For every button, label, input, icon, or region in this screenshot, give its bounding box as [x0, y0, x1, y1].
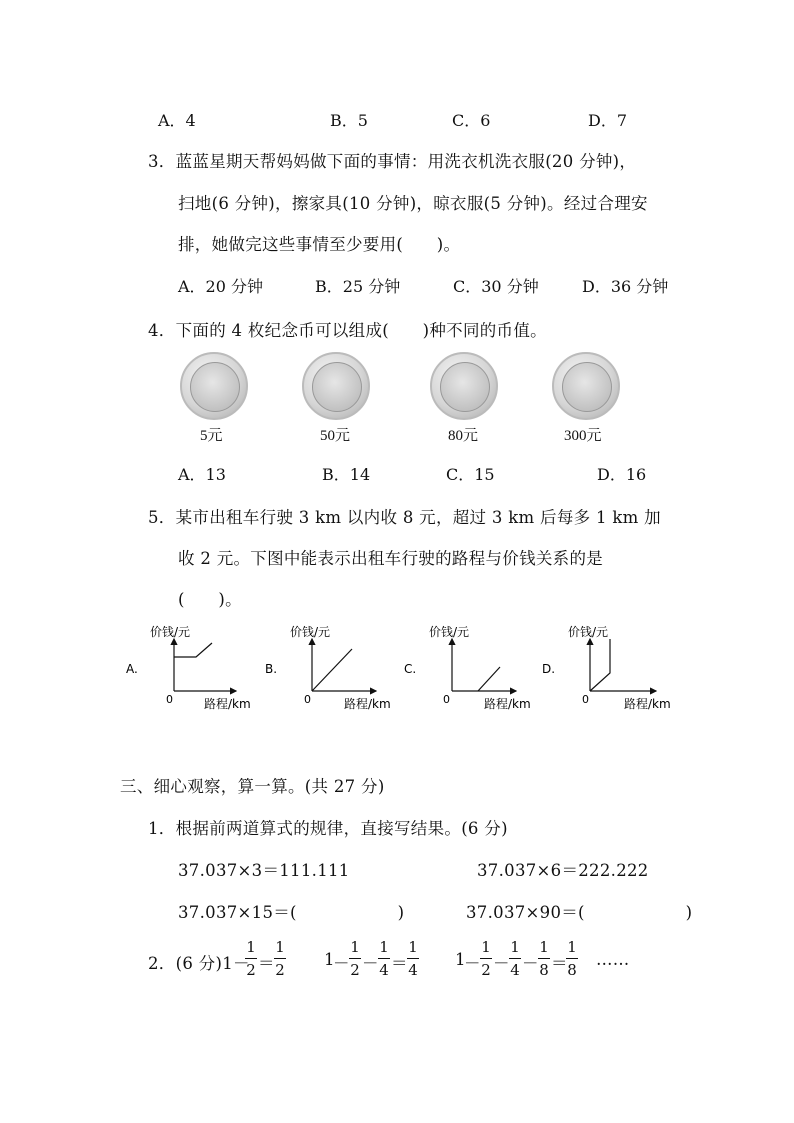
s3-q2-c-one: 1 — [455, 950, 466, 969]
s3-q2-b-one: 1 — [324, 950, 335, 969]
graph-c-letter: C. — [404, 662, 417, 676]
graph-b-letter: B. — [265, 662, 278, 676]
q2-option-c[interactable]: C．6 — [452, 111, 491, 130]
s3-q1-eq2: 37.037×6＝222.222 — [477, 861, 649, 880]
s3-q2-eq-sign-1: ＝ — [258, 954, 275, 973]
graph-c-line — [478, 667, 500, 691]
s3-q2-frac-8: 1 8 — [539, 938, 549, 979]
q3-stem-line3: 排，她做完这些事情至少要用( )。 — [178, 235, 461, 254]
q4-stem: 4．下面的 4 枚纪念币可以组成( )种不同的币值。 — [148, 321, 547, 340]
q3-option-c[interactable]: C．30 分钟 — [453, 277, 539, 296]
q2-option-a[interactable]: A．4 — [158, 111, 196, 130]
q2-option-d[interactable]: D．7 — [588, 111, 628, 130]
graph-b-ylabel: 价钱/元 — [290, 625, 331, 639]
graph-d-line — [590, 639, 610, 691]
q4-option-b[interactable]: B．14 — [322, 465, 371, 484]
graph-b[interactable] — [265, 624, 391, 711]
q5-stem-line1: 5．某市出租车行驶 3 km 以内收 8 元，超过 3 km 后每多 1 km 加 — [148, 508, 661, 527]
graph-c-origin: 0 — [443, 693, 450, 706]
coin-label-50: 50元 — [320, 428, 351, 444]
coin-80-yuan-icon — [430, 352, 498, 420]
coin-label-5: 5元 — [200, 428, 223, 444]
q3-stem-line1: 3．蓝蓝星期天帮妈妈做下面的事情：用洗衣机洗衣服(20 分钟)， — [148, 152, 637, 171]
graph-c-xlabel: 路程/km — [484, 697, 531, 711]
q4-option-c[interactable]: C．15 — [446, 465, 495, 484]
s3-q1-eq4[interactable]: 37.037×90＝( ) — [466, 903, 693, 922]
section3-title: 三、细心观察，算一算。(共 27 分) — [120, 777, 385, 796]
s3-q2-frac-9: 1 8 — [567, 938, 577, 979]
s3-q2-prefix: 2．(6 分)1－ — [148, 954, 250, 973]
s3-q2-frac-5: 1 4 — [408, 938, 418, 979]
q2-option-b[interactable]: B．5 — [330, 111, 368, 130]
graph-d-origin: 0 — [582, 693, 589, 706]
graph-c-ylabel: 价钱/元 — [429, 625, 470, 639]
s3-q2-frac-3: 1 2 — [350, 938, 360, 979]
q4-option-a[interactable]: A．13 — [178, 465, 226, 484]
q5-stem-line3: ( )。 — [178, 590, 242, 609]
s3-q2-frac-6: 1 2 — [481, 938, 491, 979]
q4-option-d[interactable]: D．16 — [597, 465, 647, 484]
graph-d-xlabel: 路程/km — [624, 697, 671, 711]
s3-q2-b-minus-2: － — [362, 954, 379, 973]
graph-b-xlabel: 路程/km — [344, 697, 391, 711]
coin-label-80: 80元 — [448, 428, 479, 444]
s3-q1-stem: 1．根据前两道算式的规律，直接写结果。(6 分) — [148, 819, 508, 838]
graph-d[interactable] — [542, 624, 671, 711]
s3-q2-frac-4: 1 4 — [379, 938, 389, 979]
q3-option-d[interactable]: D．36 分钟 — [582, 277, 669, 296]
coin-label-300: 300元 — [564, 428, 602, 444]
q3-option-b[interactable]: B．25 分钟 — [315, 277, 401, 296]
q5-stem-line2: 收 2 元。下图中能表示出租车行驶的路程与价钱关系的是 — [178, 549, 604, 568]
graph-d-ylabel: 价钱/元 — [568, 625, 609, 639]
s3-q2-eq-sign-2: ＝ — [391, 954, 408, 973]
s3-q2-b-minus-1: － — [333, 954, 350, 973]
graph-a-ylabel: 价钱/元 — [150, 625, 191, 639]
s3-q1-eq3[interactable]: 37.037×15＝( ) — [178, 903, 405, 922]
s3-q2-frac-7: 1 4 — [510, 938, 520, 979]
s3-q2-frac-2: 1 2 — [275, 938, 285, 979]
graph-a[interactable] — [126, 624, 251, 711]
graph-c[interactable] — [404, 624, 531, 711]
s3-q2-c-minus-3: － — [522, 954, 539, 973]
s3-q2-frac-1: 1 2 — [246, 938, 256, 979]
q5-graphs — [0, 615, 794, 725]
s3-q2-ellipsis: …… — [596, 950, 630, 969]
graph-a-origin: 0 — [166, 693, 173, 706]
s3-q2-c-minus-1: － — [464, 954, 481, 973]
s3-q1-eq1: 37.037×3＝111.111 — [178, 861, 350, 880]
s3-q2-eq-sign-3: ＝ — [551, 954, 568, 973]
graph-b-origin: 0 — [304, 693, 311, 706]
graph-a-letter: A. — [126, 662, 138, 676]
graph-d-letter: D. — [542, 662, 556, 676]
coin-50-yuan-icon — [302, 352, 370, 420]
graph-a-xlabel: 路程/km — [204, 697, 251, 711]
graph-b-line — [312, 649, 352, 691]
coin-300-yuan-icon — [552, 352, 620, 420]
s3-q2-c-minus-2: － — [493, 954, 510, 973]
graph-a-line — [174, 643, 212, 657]
q3-stem-line2: 扫地(6 分钟)，擦家具(10 分钟)，晾衣服(5 分钟)。经过合理安 — [178, 194, 648, 213]
q3-option-a[interactable]: A．20 分钟 — [178, 277, 264, 296]
coin-5-yuan-icon — [180, 352, 248, 420]
